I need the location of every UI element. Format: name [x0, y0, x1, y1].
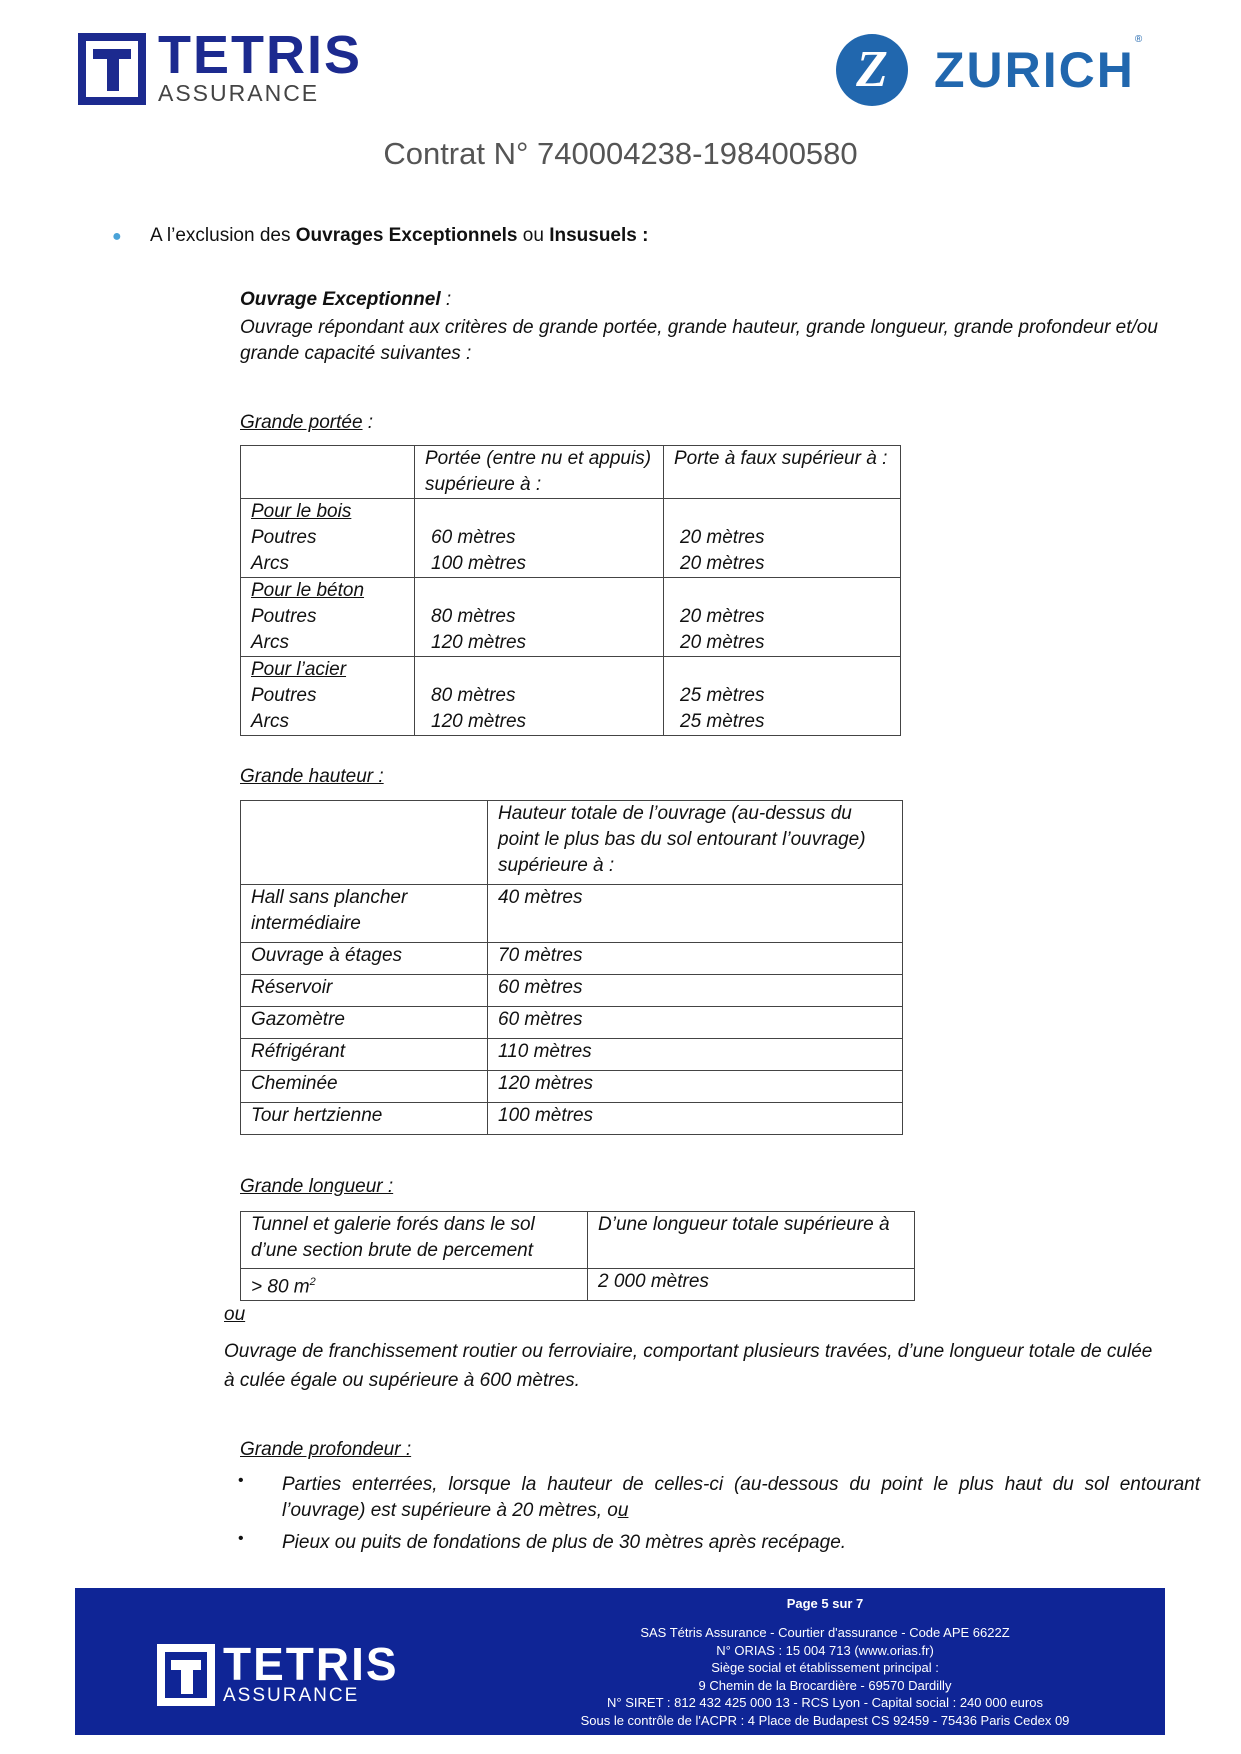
hauteur-table [240, 800, 903, 1135]
row-value: 40 mètres [488, 885, 903, 943]
table-header: Tunnel et galerie forés dans le sol d’une section brute de percement [241, 1212, 588, 1269]
portee-title: Grande portée : [240, 412, 374, 433]
bullet-icon: • [238, 1472, 244, 1489]
bullet-icon: ● [112, 228, 122, 245]
tetris-t-icon [78, 33, 146, 105]
portee-cell: 80 mètres 120 mètres [415, 657, 664, 736]
hauteur-title: Grande hauteur : [240, 766, 384, 787]
portee-table [240, 445, 901, 736]
exceptionnel-text: Ouvrage répondant aux critères de grande portée, grande hauteur, grande longueur, grande profondeur et/ou grande capacité suivantes : [240, 317, 1158, 364]
portee-cell: 60 mètres 100 mètres [415, 499, 664, 578]
row-value: 110 mètres [488, 1039, 903, 1071]
material-cell: Pour le béton Poutres Arcs [241, 578, 415, 657]
table-row [241, 1007, 903, 1039]
table-row [241, 1103, 903, 1135]
table-row [241, 1071, 903, 1103]
row-label: Ouvrage à étages [241, 943, 488, 975]
row-label: Cheminée [241, 1071, 488, 1103]
row-label: Tour hertzienne [241, 1103, 488, 1135]
footer-logo-sub: ASSURANCE [223, 1685, 360, 1706]
tetris-name: TETRIS [158, 25, 363, 85]
row-label: Hall sans plancher intermédiaire [241, 885, 488, 943]
row-label: Réservoir [241, 975, 488, 1007]
row-value: 60 mètres [488, 975, 903, 1007]
profondeur-title: Grande profondeur : [240, 1439, 412, 1460]
footer-logo-name: TETRIS [223, 1638, 399, 1690]
faux-cell: 25 mètres 25 mètres [664, 657, 901, 736]
ou-label: ou [224, 1304, 246, 1325]
row-value: 70 mètres [488, 943, 903, 975]
contract-title: Contrat N° 740004238-198400580 [383, 136, 858, 171]
table-row [241, 885, 903, 943]
table-header: Porte à faux supérieur à : [664, 446, 901, 499]
page-number: Page 5 sur 7 [786, 1596, 864, 1611]
material-cell: Pour le bois Poutres Arcs [241, 499, 415, 578]
intro-line: A l’exclusion des Ouvrages Exceptionnels ou Insusuels : [150, 225, 649, 246]
bullet-icon: • [238, 1530, 244, 1547]
longueur-table [240, 1211, 915, 1301]
footer-tetris-logo [157, 1638, 399, 1707]
row-value: 100 mètres [488, 1103, 903, 1135]
zurich-z-icon: Z [836, 34, 908, 106]
footer-legal: SAS Tétris Assurance - Courtier d'assurance - Code APE 6622Z N° ORIAS : 15 004 713 (www.orias.fr) Siège social et établissement principal : 9 Chemin de la Brocardière - 69570 Dardilly N° SIRET : 812 432 425 000 13 - RCS Lyon - Capital social : 240 000 euros Sous le contrôle de l'ACPR : 4 Place de Budapest CS 92459 - 75436 Paris Cedex 09 [580, 1625, 1070, 1728]
profondeur-item: Parties enterrées, lorsque la hauteur de celles-ci (au-dessous du point le plus haut du sol entourant l’ouvrage) est supérieure à 20 mètres, ou [282, 1474, 1200, 1521]
exceptionnel-title: Ouvrage Exceptionnel : [240, 289, 452, 310]
table-row [241, 943, 903, 975]
zurich-logo [836, 34, 1142, 106]
table-row [241, 657, 901, 736]
row-value: 120 mètres [488, 1071, 903, 1103]
table-header: Portée (entre nu et appuis) supérieure à : [415, 446, 664, 499]
tetris-sub: ASSURANCE [158, 80, 320, 106]
table-cell: > 80 $m^2$ [241, 1269, 588, 1301]
table-header: D’une longueur totale supérieure à [588, 1212, 915, 1269]
table-cell: 2 000 mètres [588, 1269, 915, 1301]
table-row [241, 499, 901, 578]
registered-mark: ® [1134, 34, 1143, 45]
faux-cell: 20 mètres 20 mètres [664, 578, 901, 657]
footer [75, 1588, 1165, 1735]
table-row [241, 975, 903, 1007]
zurich-name: ZURICH [934, 42, 1135, 98]
row-label: Réfrigérant [241, 1039, 488, 1071]
longueur-title: Grande longueur : [240, 1176, 394, 1197]
material-cell: Pour l’acier Poutres Arcs [241, 657, 415, 736]
portee-cell: 80 mètres 120 mètres [415, 578, 664, 657]
tetris-t-icon [157, 1644, 215, 1706]
table-row [241, 578, 901, 657]
profondeur-item: Pieux ou puits de fondations de plus de 30 mètres après recépage. [282, 1532, 847, 1553]
table-row [241, 1039, 903, 1071]
tetris-logo [78, 25, 363, 107]
longueur-text: Ouvrage de franchissement routier ou ferroviaire, comportant plusieurs travées, d’une longueur totale de culée à culée égale ou supérieure à 600 mètres. [224, 1341, 1153, 1391]
row-label: Gazomètre [241, 1007, 488, 1039]
faux-cell: 20 mètres 20 mètres [664, 499, 901, 578]
table-header: Hauteur totale de l’ouvrage (au-dessus du point le plus bas du sol entourant l’ouvrage) supérieure à : [488, 801, 903, 885]
row-value: 60 mètres [488, 1007, 903, 1039]
